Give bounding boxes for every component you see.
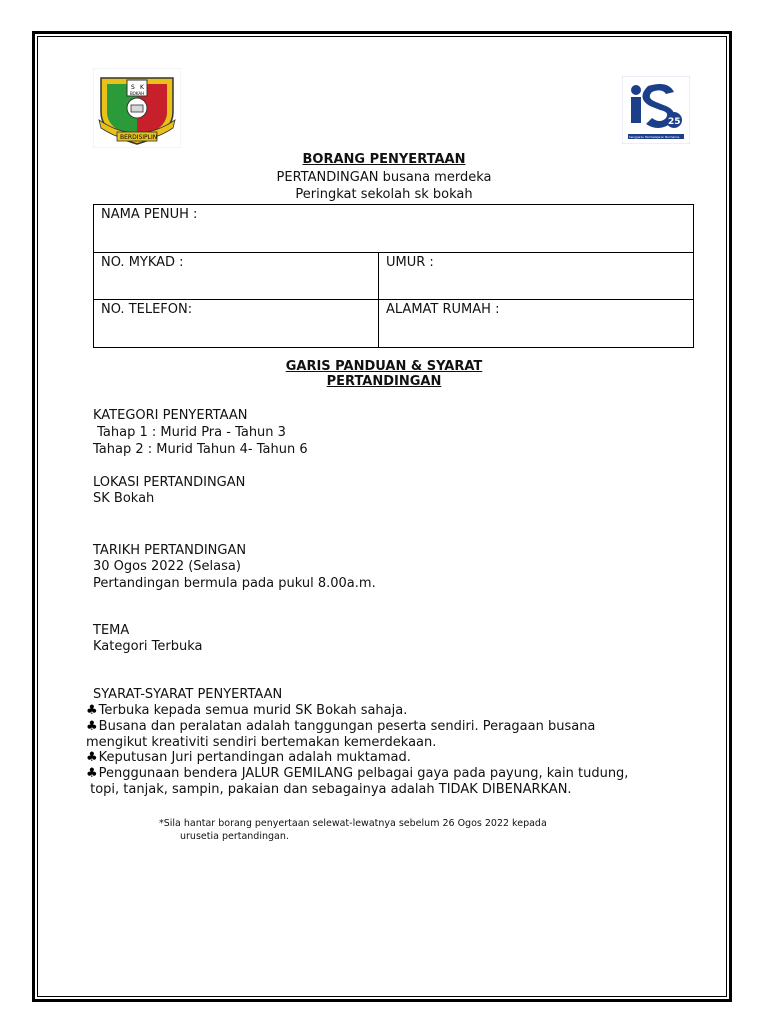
club-bullet-icon: ♣ (86, 719, 98, 734)
25-anniversary-logo-icon (622, 76, 690, 144)
syarat-item-4: ♣Penggunaan bendera JALUR GEMILANG pelbagai gaya pada payung, kain tudung, (86, 766, 629, 781)
svg-text:Sanggaran Pembelajaran Bermakn: Sanggaran Pembelajaran Bermakna (629, 135, 680, 139)
tarikh-time: Pertandingan bermula pada pukul 8.00a.m. (93, 576, 376, 591)
alamat-rumah-field[interactable] (379, 300, 694, 348)
svg-text:S: S (131, 84, 135, 91)
form-title: BORANG PENYERTAAN (302, 152, 466, 167)
svg-text:BERDISIPLIN: BERDISIPLIN (120, 134, 158, 141)
guidelines-title-line1: GARIS PANDUAN & SYARAT (285, 359, 483, 374)
no-mykad-label: NO. MYKAD : (101, 255, 184, 270)
syarat-heading: SYARAT-SYARAT PENYERTAAN (93, 687, 283, 702)
tema-value: Kategori Terbuka (93, 639, 203, 654)
school-crest-icon (93, 68, 181, 148)
form-subtitle-level: Peringkat sekolah sk bokah (295, 187, 473, 202)
no-mykad-field[interactable] (94, 253, 379, 300)
lokasi-value: SK Bokah (93, 491, 155, 506)
svg-text:25: 25 (668, 117, 681, 127)
umur-label: UMUR : (386, 255, 434, 270)
syarat-item-2-cont: mengikut kreativiti sendiri bertemakan kemerdekaan. (86, 735, 437, 750)
svg-text:K: K (140, 84, 144, 91)
tarikh-date: 30 Ogos 2022 (Selasa) (93, 559, 241, 574)
no-telefon-field[interactable] (94, 300, 379, 348)
svg-text:BOKAH: BOKAH (130, 91, 145, 96)
tema-heading: TEMA (93, 623, 130, 638)
nama-penuh-label: NAMA PENUH : (101, 207, 198, 222)
syarat-item-1: ♣Terbuka kepada semua murid SK Bokah sahaja. (86, 703, 408, 718)
submission-note-line2: urusetia pertandingan. (180, 831, 289, 842)
club-bullet-icon: ♣ (86, 766, 98, 781)
lokasi-heading: LOKASI PERTANDINGAN (93, 475, 246, 490)
kategori-tahap1: Tahap 1 : Murid Pra - Tahun 3 (93, 425, 286, 440)
kategori-tahap2: Tahap 2 : Murid Tahun 4- Tahun 6 (93, 442, 308, 457)
nama-penuh-field[interactable] (94, 205, 694, 253)
registration-form-table (93, 204, 694, 348)
syarat-item-3: ♣Keputusan Juri pertandingan adalah muktamad. (86, 750, 411, 765)
kategori-heading: KATEGORI PENYERTAAN (93, 408, 248, 423)
no-telefon-label: NO. TELEFON: (101, 302, 193, 317)
submission-note-line1: *Sila hantar borang penyertaan selewat-lewatnya sebelum 26 Ogos 2022 kepada (159, 818, 547, 829)
umur-field[interactable] (379, 253, 694, 300)
tarikh-heading: TARIKH PERTANDINGAN (93, 543, 247, 558)
form-subtitle-competition: PERTANDINGAN busana merdeka (276, 170, 492, 185)
club-bullet-icon: ♣ (86, 750, 98, 765)
alamat-rumah-label: ALAMAT RUMAH : (386, 302, 500, 317)
guidelines-title-line2: PERTANDINGAN (326, 374, 442, 389)
syarat-item-4-cont: topi, tanjak, sampin, pakaian dan sebagainya adalah TIDAK DIBENARKAN. (86, 782, 572, 797)
syarat-item-2: ♣Busana dan peralatan adalah tanggungan peserta sendiri. Peragaan busana (86, 719, 596, 734)
club-bullet-icon: ♣ (86, 703, 98, 718)
